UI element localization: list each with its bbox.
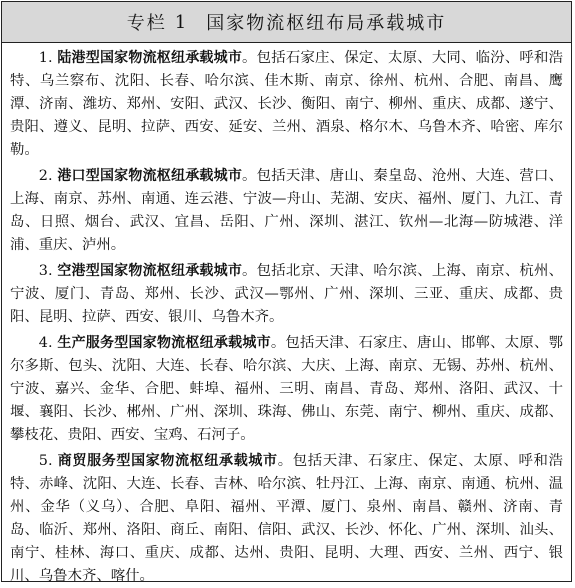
column-label: 专栏 [126, 13, 167, 34]
section-text: 。包括天津、石家庄、唐山、邯郸、太原、鄂尔多斯、包头、沈阳、大连、长春、哈尔滨、大庆、上海、南京、无锡、苏州、杭州、宁波、嘉兴、金华、合肥、蚌埠、福州、三明、南昌、青岛、郑州、洛阳、武汉、十堰、襄阳、长沙、郴州、广州、深圳、珠海、佛山、东莞、南宁、柳州、重庆、成都、攀枝花、贵阳、西安、宝鸡、石河子。 [10, 335, 564, 443]
section-index: 5. [38, 453, 53, 469]
column-body [2, 43, 571, 588]
section-airport [10, 260, 563, 329]
column-box [1, 1, 572, 582]
section-index: 4. [38, 335, 53, 351]
section-lead: 空港型国家物流枢纽承载城市 [57, 263, 243, 279]
section-text: 。包括天津、唐山、秦皇岛、沧州、大连、营口、上海、南京、苏州、南通、连云港、宁波—舟山、芜湖、安庆、福州、厦门、九江、青岛、日照、烟台、武汉、宜昌、岳阳、广州、深圳、湛江、钦州—北海—防城港、洋浦、重庆、泸州。 [10, 168, 564, 253]
column-number: 1 [174, 11, 189, 33]
section-index: 2. [38, 168, 53, 184]
section-lead: 陆港型国家物流枢纽承载城市 [57, 50, 243, 66]
section-index: 1. [38, 50, 53, 66]
section-seaport [10, 165, 563, 257]
section-text: 。包括天津、石家庄、保定、太原、呼和浩特、赤峰、沈阳、大连、长春、吉林、哈尔滨、牡丹江、上海、南京、南通、杭州、温州、金华（义乌）、合肥、阜阳、福州、平潭、厦门、泉州、南昌、赣州、济南、青岛、临沂、郑州、洛阳、商丘、南阳、信阳、武汉、长沙、怀化、广州、深圳、汕头、南宁、桂林、海口、重庆、成都、达州、贵阳、昆明、大理、西安、兰州、西宁、银川、乌鲁木齐、喀什。 [10, 453, 563, 584]
column-title: 国家物流枢纽布局承载城市 [206, 13, 447, 34]
section-text: 。包括石家庄、保定、太原、大同、临汾、呼和浩特、乌兰察布、沈阳、长春、哈尔滨、佳木斯、南京、徐州、杭州、合肥、南昌、鹰潭、济南、潍坊、郑州、安阳、武汉、长沙、衡阳、南宁、柳州、重庆、成都、遂宁、贵阳、遵义、昆明、拉萨、西安、延安、兰州、酒泉、格尔木、乌鲁木齐、哈密、库尔勒。 [10, 50, 564, 158]
section-land-port [10, 47, 563, 162]
section-production-service [10, 332, 563, 447]
section-lead: 生产服务型国家物流枢纽承载城市 [57, 335, 271, 351]
column-header [2, 2, 571, 43]
section-trade-service [10, 450, 563, 588]
section-lead: 港口型国家物流枢纽承载城市 [57, 168, 243, 184]
section-lead: 商贸服务型国家物流枢纽承载城市 [57, 453, 278, 469]
section-text: 。包括北京、天津、哈尔滨、上海、南京、杭州、宁波、厦门、青岛、郑州、长沙、武汉—鄂州、广州、深圳、三亚、重庆、成都、贵阳、昆明、拉萨、西安、银川、乌鲁木齐。 [10, 263, 564, 325]
section-index: 3. [38, 263, 53, 279]
